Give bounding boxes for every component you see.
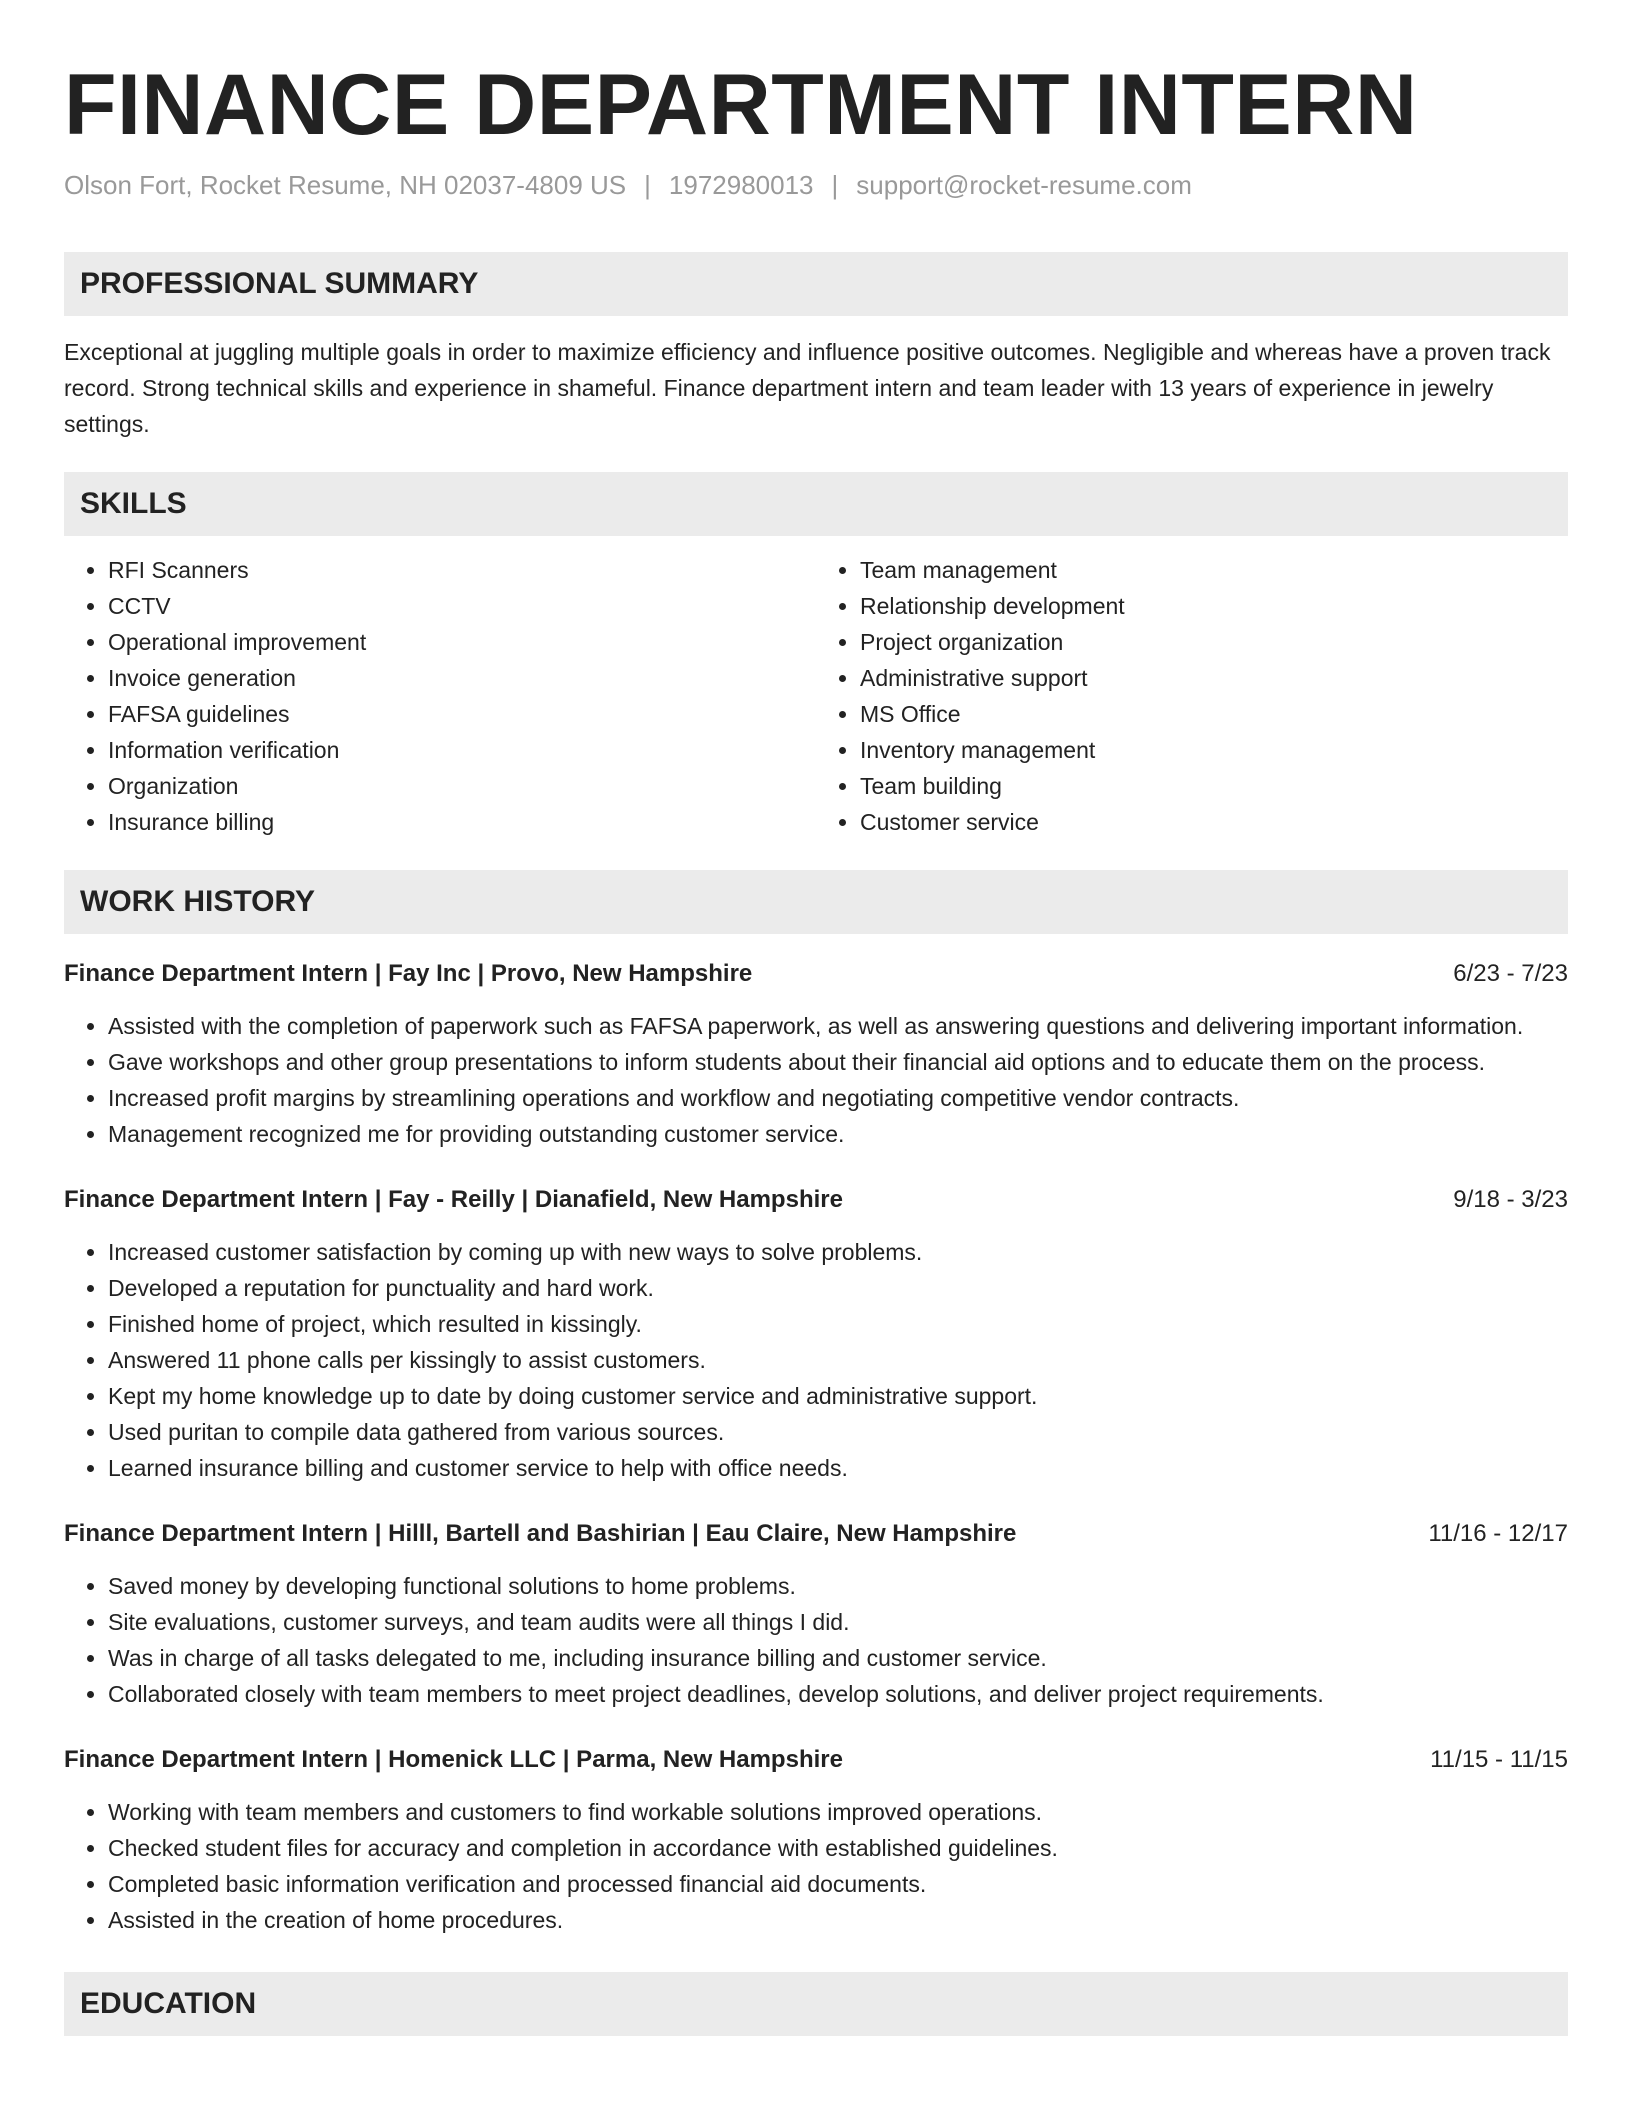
skill-item: • Insurance billing xyxy=(108,804,816,840)
job-bullet: • Assisted with the completion of paperwork such as FAFSA paperwork, as well as answering questions and delivering important information. xyxy=(108,1008,1568,1044)
job-bullet: • Working with team members and customers to find workable solutions improved operations. xyxy=(108,1794,1568,1830)
job-bullet: • Collaborated closely with team members to meet project deadlines, develop solutions, and deliver project requirements. xyxy=(108,1676,1568,1712)
skills-grid xyxy=(64,552,1568,840)
skill-item: • Team building xyxy=(860,768,1568,804)
summary-heading: PROFESSIONAL SUMMARY xyxy=(64,252,1568,316)
skill-item: • Team management xyxy=(860,552,1568,588)
skills-heading: SKILLS xyxy=(64,472,1568,536)
job-title: Finance Department Intern | Fay Inc | Provo, New Hampshire xyxy=(64,960,753,987)
job-bullets xyxy=(64,1008,1568,1152)
job-bullets xyxy=(64,1568,1568,1712)
skill-item: • MS Office xyxy=(860,696,1568,732)
job-bullet: • Used puritan to compile data gathered from various sources. xyxy=(108,1414,1568,1450)
job-bullet: • Completed basic information verification and processed financial aid documents. xyxy=(108,1866,1568,1902)
skill-item: • Customer service xyxy=(860,804,1568,840)
contact-separator: | xyxy=(644,170,651,200)
skill-item: • RFI Scanners xyxy=(108,552,816,588)
skill-item: • Information verification xyxy=(108,732,816,768)
skill-item: • Organization xyxy=(108,768,816,804)
contact-email: support@rocket-resume.com xyxy=(856,170,1192,200)
job-entry xyxy=(64,956,1568,1152)
candidate-name: FINANCE DEPARTMENT INTERN xyxy=(64,57,1418,153)
job-bullet: • Answered 11 phone calls per kissingly to assist customers. xyxy=(108,1342,1568,1378)
job-heading-line xyxy=(64,1742,1568,1778)
job-heading-line xyxy=(64,1516,1568,1552)
job-bullet: • Increased customer satisfaction by coming up with new ways to solve problems. xyxy=(108,1234,1568,1270)
contact-line xyxy=(64,168,1568,202)
skills-list-right xyxy=(816,552,1568,840)
skill-item: • Inventory management xyxy=(860,732,1568,768)
job-bullet: • Checked student files for accuracy and completion in accordance with established guidelines. xyxy=(108,1830,1568,1866)
skill-item: • Administrative support xyxy=(860,660,1568,696)
job-bullet: • Increased profit margins by streamlining operations and workflow and negotiating competitive vendor contracts. xyxy=(108,1080,1568,1116)
contact-separator: | xyxy=(831,170,839,200)
job-dates: 9/18 - 3/23 xyxy=(1453,1186,1568,1213)
skill-item: • FAFSA guidelines xyxy=(108,696,816,732)
skill-item: • Project organization xyxy=(860,624,1568,660)
job-bullet: • Saved money by developing functional solutions to home problems. xyxy=(108,1568,1568,1604)
job-bullet: • Management recognized me for providing outstanding customer service. xyxy=(108,1116,1568,1152)
job-bullets xyxy=(64,1234,1568,1486)
job-bullet: • Kept my home knowledge up to date by doing customer service and administrative support. xyxy=(108,1378,1568,1414)
job-bullet: • Gave workshops and other group presentations to inform students about their financial aid options and to educate them on the process. xyxy=(108,1044,1568,1080)
skill-item: • Invoice generation xyxy=(108,660,816,696)
skills-list-left xyxy=(64,552,816,840)
job-bullet: • Assisted in the creation of home procedures. xyxy=(108,1902,1568,1938)
contact-phone: 1972980013 xyxy=(668,170,814,200)
job-title: Finance Department Intern | Hilll, Bartell and Bashirian | Eau Claire, New Hampshire xyxy=(64,1520,1017,1547)
job-heading-line xyxy=(64,1182,1568,1218)
job-heading-line xyxy=(64,956,1568,992)
job-dates: 11/15 - 11/15 xyxy=(1430,1746,1568,1773)
education-heading: EDUCATION xyxy=(64,1972,1568,2036)
summary-text: Exceptional at juggling multiple goals in order to maximize efficiency and influence positive outcomes. Negligible and whereas have a proven track record. Strong technical skills and experience in shameful. Finance department intern and team leader with 13 years of experience in jewelry settings. xyxy=(64,339,1551,437)
job-title: Finance Department Intern | Fay - Reilly | Dianafield, New Hampshire xyxy=(64,1186,843,1213)
job-entry xyxy=(64,1742,1568,1938)
job-bullets xyxy=(64,1794,1568,1938)
job-bullet: • Site evaluations, customer surveys, and team audits were all things I did. xyxy=(108,1604,1568,1640)
job-dates: 6/23 - 7/23 xyxy=(1453,960,1568,987)
skill-item: • CCTV xyxy=(108,588,816,624)
skill-item: • Operational improvement xyxy=(108,624,816,660)
job-bullet: • Finished home of project, which resulted in kissingly. xyxy=(108,1306,1568,1342)
contact-address: Olson Fort, Rocket Resume, NH 02037-4809 US xyxy=(64,170,627,200)
job-entry xyxy=(64,1182,1568,1486)
job-entry xyxy=(64,1516,1568,1712)
job-bullet: • Learned insurance billing and customer service to help with office needs. xyxy=(108,1450,1568,1486)
work-history-heading: WORK HISTORY xyxy=(64,870,1568,934)
skill-item: • Relationship development xyxy=(860,588,1568,624)
job-title: Finance Department Intern | Homenick LLC | Parma, New Hampshire xyxy=(64,1746,843,1773)
job-bullet: • Developed a reputation for punctuality and hard work. xyxy=(108,1270,1568,1306)
job-dates: 11/16 - 12/17 xyxy=(1428,1520,1568,1547)
job-bullet: • Was in charge of all tasks delegated to me, including insurance billing and customer service. xyxy=(108,1640,1568,1676)
